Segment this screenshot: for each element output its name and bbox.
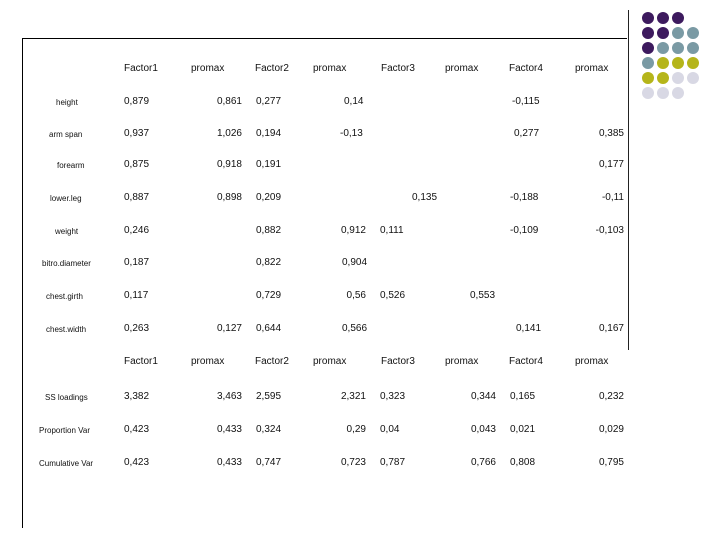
column-header: Factor1 bbox=[124, 356, 158, 367]
table-cell: 0,808 bbox=[510, 457, 536, 468]
table-cell: 0,167 bbox=[598, 323, 624, 334]
table-cell: 0,043 bbox=[470, 424, 496, 435]
table-cell: -0,11 bbox=[601, 192, 624, 203]
decorative-dot bbox=[657, 57, 669, 69]
column-header: promax bbox=[575, 63, 609, 74]
decorative-dot-grid bbox=[638, 10, 718, 120]
decorative-dot bbox=[672, 72, 684, 84]
table-cell: 0,191 bbox=[256, 159, 282, 170]
table-cell: 0,117 bbox=[124, 290, 149, 301]
decorative-dot bbox=[687, 27, 699, 39]
table-cell: 3,463 bbox=[216, 391, 242, 402]
table-cell: 0,232 bbox=[598, 391, 624, 402]
decorative-dot bbox=[642, 57, 654, 69]
column-header: Factor3 bbox=[381, 63, 415, 74]
table-cell: 0,747 bbox=[256, 457, 282, 468]
table-cell: 0,56 bbox=[346, 290, 366, 301]
decorative-dot bbox=[687, 57, 699, 69]
column-header: Factor2 bbox=[255, 356, 289, 367]
table-cell: 0,385 bbox=[598, 128, 624, 139]
table-cell: 0,177 bbox=[598, 159, 624, 170]
table-top-border bbox=[22, 38, 627, 39]
table-cell: 0,04 bbox=[380, 424, 400, 435]
table-cell: 0,14 bbox=[344, 96, 364, 107]
decorative-dot bbox=[642, 27, 654, 39]
table-cell: 0,277 bbox=[256, 96, 282, 107]
table-cell: 0,141 bbox=[516, 323, 542, 334]
table-cell: 0,433 bbox=[216, 424, 242, 435]
decorative-dot bbox=[687, 72, 699, 84]
column-header: Factor3 bbox=[381, 356, 415, 367]
table-cell: 0,246 bbox=[124, 225, 150, 236]
column-header: promax bbox=[191, 356, 225, 367]
decorative-dot bbox=[687, 42, 699, 54]
row-label: weight bbox=[55, 227, 79, 236]
decorative-dot bbox=[657, 72, 669, 84]
decorative-dot bbox=[642, 87, 654, 99]
row-label: height bbox=[56, 98, 78, 107]
column-header: Factor4 bbox=[509, 356, 543, 367]
table-cell: 0,887 bbox=[124, 192, 150, 203]
table-cell: 0,879 bbox=[124, 96, 150, 107]
table-cell: 0,904 bbox=[342, 257, 368, 268]
decorative-dot bbox=[672, 27, 684, 39]
table-cell: 0,423 bbox=[124, 457, 150, 468]
table-cell: 0,526 bbox=[380, 290, 406, 301]
decorative-dot bbox=[672, 87, 684, 99]
column-header: promax bbox=[313, 63, 347, 74]
row-label: SS loadings bbox=[45, 393, 88, 402]
table-cell: 0,553 bbox=[470, 290, 496, 301]
row-label: chest.width bbox=[46, 325, 87, 334]
table-cell: 0,912 bbox=[340, 225, 366, 236]
column-header: Factor4 bbox=[509, 63, 543, 74]
table-cell: -0,188 bbox=[510, 192, 539, 203]
table-cell: 0,729 bbox=[256, 290, 282, 301]
table-cell: 0,937 bbox=[124, 128, 150, 139]
table-cell: 0,433 bbox=[216, 457, 242, 468]
decorative-dot bbox=[642, 42, 654, 54]
decorative-dot bbox=[642, 72, 654, 84]
table-cell: 0,29 bbox=[346, 424, 366, 435]
table-cell: 0,111 bbox=[380, 225, 404, 236]
table-cell: 3,382 bbox=[124, 391, 150, 402]
table-cell: 0,898 bbox=[216, 192, 242, 203]
column-header: promax bbox=[313, 356, 347, 367]
decorative-dot bbox=[657, 12, 669, 24]
table-cell: 0,029 bbox=[598, 424, 624, 435]
table-cell: 0,021 bbox=[510, 424, 536, 435]
table-cell: 0,566 bbox=[342, 323, 368, 334]
column-header: promax bbox=[445, 356, 479, 367]
table-cell: 2,595 bbox=[256, 391, 282, 402]
column-header: promax bbox=[191, 63, 225, 74]
table-cell: 0,795 bbox=[598, 457, 624, 468]
table-cell: -0,115 bbox=[512, 96, 540, 107]
table-cell: 0,324 bbox=[256, 424, 282, 435]
table-cell: 0,766 bbox=[470, 457, 496, 468]
row-label: lower.leg bbox=[50, 194, 82, 203]
decorative-dot bbox=[672, 42, 684, 54]
table-cell: 0,875 bbox=[124, 159, 150, 170]
table-cell: 0,277 bbox=[514, 128, 540, 139]
table-cell: 1,026 bbox=[216, 128, 242, 139]
row-label: forearm bbox=[57, 161, 85, 170]
table-cell: 2,321 bbox=[340, 391, 366, 402]
table-cell: 0,644 bbox=[256, 323, 282, 334]
table-cell: 0,135 bbox=[412, 192, 438, 203]
table-cell: 0,165 bbox=[510, 391, 536, 402]
decorative-dot bbox=[642, 12, 654, 24]
column-header: promax bbox=[445, 63, 479, 74]
table-cell: 0,861 bbox=[216, 96, 242, 107]
row-label: Proportion Var bbox=[39, 426, 90, 435]
table-cell: 0,882 bbox=[256, 225, 282, 236]
table-left-border bbox=[22, 38, 23, 528]
row-label: arm span bbox=[49, 130, 83, 139]
table-cell: 0,263 bbox=[124, 323, 150, 334]
table-cell: 0,787 bbox=[380, 457, 406, 468]
table-cell: -0,109 bbox=[510, 225, 539, 236]
table-cell: -0,103 bbox=[595, 225, 624, 236]
decorative-dot bbox=[657, 42, 669, 54]
row-label: Cumulative Var bbox=[39, 459, 94, 468]
table-cell: 0,344 bbox=[470, 391, 496, 402]
table-cell: 0,194 bbox=[256, 128, 282, 139]
table-cell: 0,822 bbox=[256, 257, 282, 268]
decorative-divider bbox=[628, 10, 629, 350]
table-cell: 0,187 bbox=[124, 257, 150, 268]
table-cell: 0,127 bbox=[216, 323, 242, 334]
table-cell: 0,723 bbox=[340, 457, 366, 468]
decorative-dot bbox=[672, 57, 684, 69]
column-header: Factor2 bbox=[255, 63, 289, 74]
row-label: bitro.diameter bbox=[42, 259, 91, 268]
decorative-dot bbox=[657, 87, 669, 99]
table-cell: -0,13 bbox=[340, 128, 363, 139]
table-cell: 0,323 bbox=[380, 391, 406, 402]
row-label: chest.girth bbox=[46, 292, 83, 301]
table-cell: 0,423 bbox=[124, 424, 150, 435]
column-header: promax bbox=[575, 356, 609, 367]
table-cell: 0,209 bbox=[256, 192, 282, 203]
decorative-dot bbox=[672, 12, 684, 24]
column-header: Factor1 bbox=[124, 63, 158, 74]
decorative-dot bbox=[657, 27, 669, 39]
table-cell: 0,918 bbox=[216, 159, 242, 170]
